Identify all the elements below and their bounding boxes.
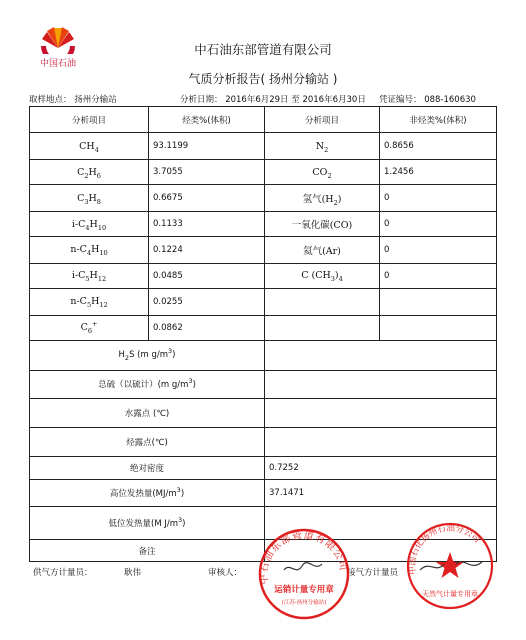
right-official-stamp: [404, 520, 496, 612]
hydrocarbon-component: [30, 185, 149, 211]
non-hydrocarbon-value: 0: [380, 211, 497, 236]
column-header: 分析项目: [30, 107, 149, 133]
property-value: [265, 399, 497, 428]
hydrocarbon-component: [30, 263, 149, 288]
receiver-label: 接气方计量员: [347, 568, 399, 578]
component-formula: n-C: [70, 296, 87, 308]
supplier-name: 耿伟: [124, 568, 142, 578]
property-label: [30, 540, 265, 562]
composition-row: [30, 263, 497, 288]
formula-superscript: +: [91, 320, 98, 329]
non-hydrocarbon-component: [265, 211, 380, 236]
hydrocarbon-component: [30, 133, 149, 159]
non-hydrocarbon-value: 0: [380, 263, 497, 288]
formula-subscript: 6: [96, 171, 101, 180]
svg-text:天然气计量专用章: 天然气计量专用章: [422, 590, 478, 598]
logo-text: 中国石油: [39, 59, 76, 69]
certificate-number: 凭证编号： 088-160630: [379, 95, 476, 105]
supplier-label: 供气方计量员：: [33, 568, 93, 578]
formula-subscript: 10: [97, 223, 107, 232]
non-hydrocarbon-component: [265, 185, 380, 211]
non-hydrocarbon-value: [380, 289, 497, 315]
property-text: 绝对密度: [129, 464, 164, 475]
component-formula: H: [89, 218, 98, 230]
hydrocarbon-value: 3.7055: [149, 159, 265, 184]
property-row: [30, 399, 497, 428]
composition-row: [30, 315, 497, 340]
property-value: [265, 370, 497, 399]
formula-subscript: 4: [338, 275, 343, 284]
property-value: 37.1471: [265, 480, 497, 506]
hydrocarbon-component: [30, 289, 149, 315]
property-text: ): [182, 519, 186, 530]
component-formula: ): [334, 270, 339, 282]
hydrocarbon-value: 0.0485: [149, 263, 265, 288]
formula-subscript: 4: [85, 223, 90, 232]
component-formula: i-C: [71, 218, 86, 230]
non-hydrocarbon-component: [265, 159, 380, 184]
svg-text:(江苏-扬州分输站): (江苏-扬州分输站): [281, 600, 327, 606]
composition-row: [30, 185, 497, 211]
component-formula: H: [91, 296, 100, 308]
property-text: 总硫（以硫计）(m g/m: [98, 380, 189, 391]
property-row: [30, 427, 497, 457]
formula-subscript: 5: [85, 275, 90, 284]
column-header: 烃类%(体积): [149, 107, 265, 133]
svg-text:中石油东部管道有限公司: 中石油东部管道有限公司: [258, 530, 349, 585]
property-label: [30, 506, 265, 540]
component-formula: C: [80, 322, 88, 334]
component-formula: H: [88, 166, 97, 178]
property-text: 高位发热量(MJ/m: [109, 489, 177, 500]
composition-row: [30, 133, 497, 159]
left-official-stamp: [256, 526, 352, 622]
formula-subscript: 2: [333, 199, 338, 208]
formula-subscript: 2: [84, 171, 89, 180]
component-formula: ): [337, 194, 342, 206]
property-text: ): [192, 380, 196, 391]
component-formula: H: [89, 270, 98, 282]
property-value: [265, 427, 497, 457]
formula-subscript: 3: [330, 275, 335, 284]
property-text: H: [118, 350, 125, 361]
property-superscript: 3: [178, 516, 183, 525]
component-formula: n-C: [70, 244, 87, 256]
component-formula: CH: [79, 140, 95, 152]
formula-subscript: 2: [327, 171, 332, 180]
analysis-date: 分析日期： 2016年6月29日 至 2016年6月30日: [180, 95, 366, 105]
composition-row: [30, 159, 497, 184]
reviewer-label: 审核人：: [208, 568, 243, 578]
non-hydrocarbon-value: 0.8656: [380, 133, 497, 159]
property-text: S (m g/m: [129, 350, 168, 361]
hydrocarbon-value: 0.1224: [149, 237, 265, 263]
sample-location: 取样地点： 扬州分输站: [29, 95, 117, 105]
composition-row: [30, 289, 497, 315]
component-formula: C (CH: [301, 270, 331, 282]
property-row: [30, 480, 497, 506]
non-hydrocarbon-value: 1.2456: [380, 159, 497, 184]
hydrocarbon-component: [30, 315, 149, 340]
property-row: [30, 370, 497, 399]
property-label: [30, 427, 265, 457]
property-superscript: 3: [188, 377, 193, 386]
component-formula: H: [91, 244, 100, 256]
property-text: 备注: [138, 546, 156, 557]
formula-subscript: 10: [99, 249, 108, 258]
table-header-row: [30, 107, 497, 133]
formula-subscript: 12: [99, 301, 108, 310]
property-label: [30, 457, 265, 480]
non-hydrocarbon-value: 0: [380, 237, 497, 263]
column-header: 非烃类%(体积): [380, 107, 497, 133]
property-label: [30, 480, 265, 506]
property-text: ): [172, 350, 176, 361]
property-text: 烃露点(℃): [126, 437, 168, 448]
non-hydrocarbon-component: [265, 263, 380, 288]
property-row: [30, 341, 497, 371]
component-formula: H: [88, 192, 97, 204]
formula-subscript: 6: [87, 327, 92, 336]
property-superscript: 3: [176, 486, 181, 495]
property-subscript: 2: [124, 354, 130, 363]
non-hydrocarbon-value: [380, 315, 497, 340]
hydrocarbon-value: 0.0862: [149, 315, 265, 340]
composition-row: [30, 211, 497, 236]
component-formula: 一氧化碳(CO): [291, 220, 353, 232]
non-hydrocarbon-component: [265, 315, 380, 340]
property-superscript: 3: [168, 347, 173, 356]
formula-subscript: 3: [84, 197, 89, 206]
property-label: [30, 370, 265, 399]
svg-text:中国石化扬州石油分公司: 中国石化扬州石油分公司: [407, 523, 482, 575]
component-formula: 氢气(H: [302, 194, 334, 206]
property-row: [30, 457, 497, 480]
formula-subscript: 12: [97, 275, 107, 284]
report-title: 气质分析报告( 扬州分输站 ): [188, 72, 338, 86]
hydrocarbon-value: 0.0255: [149, 289, 265, 315]
formula-subscript: 4: [94, 145, 99, 154]
hydrocarbon-value: 0.1133: [149, 211, 265, 236]
formula-subscript: 4: [86, 249, 92, 258]
property-text: ): [180, 489, 185, 500]
component-formula: C: [77, 166, 85, 178]
hydrocarbon-component: [30, 159, 149, 184]
property-text: 低位发热量(M J/m: [108, 519, 179, 530]
non-hydrocarbon-component: [265, 237, 380, 263]
component-formula: i-C: [71, 270, 86, 282]
component-formula: 氦气(Ar): [303, 245, 341, 257]
property-value: [265, 341, 497, 371]
formula-subscript: 5: [86, 301, 92, 310]
non-hydrocarbon-value: 0: [380, 185, 497, 211]
star-icon: [436, 552, 464, 578]
property-text: 水露点 (℃): [124, 408, 170, 419]
component-formula: CO: [312, 166, 328, 178]
hydrocarbon-value: 93.1199: [149, 133, 265, 159]
svg-text:运销计量专用章: 运销计量专用章: [274, 585, 334, 595]
non-hydrocarbon-component: [265, 289, 380, 315]
analysis-table: [29, 106, 497, 562]
hydrocarbon-component: [30, 237, 149, 263]
composition-row: [30, 237, 497, 263]
property-label: [30, 399, 265, 428]
hydrocarbon-value: 0.6675: [149, 185, 265, 211]
component-formula: C: [77, 192, 85, 204]
column-header: 分析项目: [265, 107, 380, 133]
property-value: 0.7252: [265, 457, 497, 480]
hydrocarbon-component: [30, 211, 149, 236]
formula-subscript: 2: [324, 145, 329, 154]
component-formula: N: [315, 140, 325, 152]
formula-subscript: 8: [96, 197, 101, 206]
property-label: [30, 341, 265, 371]
non-hydrocarbon-component: [265, 133, 380, 159]
company-name: 中石油东部管道有限公司: [194, 42, 332, 57]
